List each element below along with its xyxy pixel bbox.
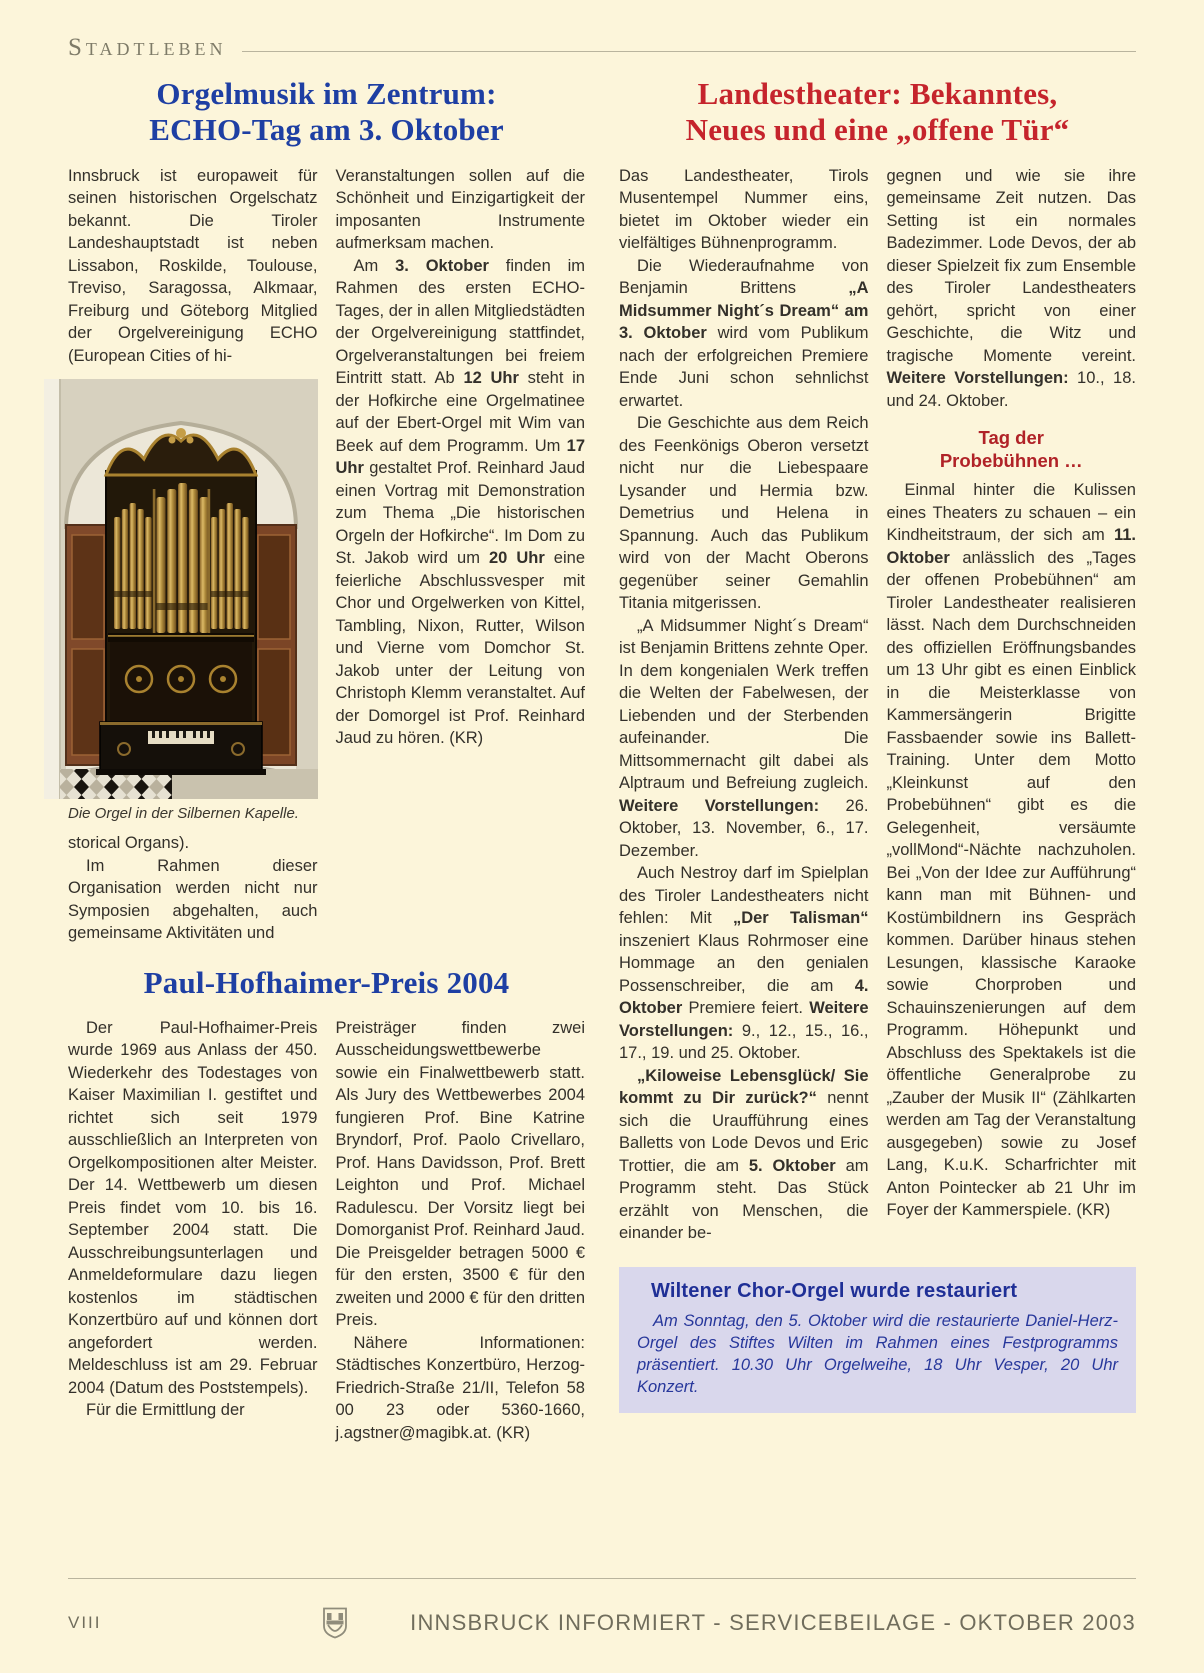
article-hofhaimer-columns: [68, 1017, 585, 1445]
headline-line-1: Orgelmusik im Zentrum:: [156, 76, 497, 111]
article-orgelmusik-headline: [68, 76, 585, 149]
column-1: [68, 1017, 318, 1445]
column-1: [619, 165, 869, 1245]
article-hofhaimer-headline: [68, 965, 585, 1001]
right-half: [619, 74, 1136, 1413]
column-1: [68, 165, 318, 945]
section-rule: [242, 51, 1136, 52]
photo-caption: Die Orgel in der Silbernen Kapelle.: [68, 805, 299, 823]
body-paragraph: Am 3. Oktober finden im Rahmen des ersten ECHO-Tages, der in allen Mitgliedstädten der Orgelvereinigung stattfindet, Orgelveranstaltungen bei freiem Eintritt statt. Ab 12 Uhr steht in der Hofkirche eine Orgelmatinee auf der Ebert-Orgel mit Wim van Beek auf dem Programm. Um 17 Uhr gestaltet Prof. Reinhard Jaud einen Vortrag mit Demonstration zum Thema „Die historischen Orgeln der Hofkirche“. Im Dom zu St. Jakob wird um 20 Uhr eine feierliche Abschlussvesper mit Chor und Orgelwerken von Kittel, Tambling, Nixon, Rutter, Wilson und Vierne vom Domchor St. Jakob unter der Leitung von Christoph Klemm veranstaltet. Auf der Domorgel ist Prof. Reinhard Jaud zu hören. (KR): [335, 256, 586, 748]
page-footer: [68, 1578, 1136, 1673]
section-kicker: Stadtleben: [68, 34, 227, 61]
footer-row: [68, 1579, 1136, 1673]
body-paragraph: Die Wiederaufnahme von Benjamin Brittens „A Midsummer Night´s Dream“ am 3. Oktober wird vom Publikum nach der erfolgreichen Premiere Ende Juni schon sehnlichst erwartet.: [619, 256, 869, 410]
column-2: [336, 165, 586, 945]
body-paragraph: Innsbruck ist europaweit für seinen historischen Orgelschatz bekannt. Die Tiroler Landeshauptstadt ist neben Lissabon, Roskilde, Toulouse, Treviso, Saragossa, Alkmaar, Freiburg und Göteborg Mitglied der Orgelvereinigung ECHO (European Cities of hi-: [68, 166, 318, 365]
column-2: [887, 165, 1137, 1245]
article-landestheater-headline: [619, 76, 1136, 149]
organ-photo-image: [44, 379, 318, 799]
body-paragraph: Einmal hinter die Kulissen eines Theaters zu schauen – ein Kindheitstraum, der sich am 11. Oktober anlässlich des „Tages der offenen Probebühnen“ am Tiroler Landestheater realisieren lässt. Nach dem Durchschneiden des offiziellen Eröffnungsbandes um 13 Uhr gibt es einen Einblick in die Meisterklasse von Kammersängerin Brigitte Fassbaender sowie ins Ballett-Training. Unter dem Motto „Kleinkunst auf den Probebühnen“ gibt es die Gelegenheit, versäumte „vollMond“-Nächte nachzuholen. Bei „Von der Idee zur Aufführung“ kann man mit Bühnen- und Kostümbildnern ins Gespräch kommen. Darüber hinaus stehen Lesungen, klassische Karaoke sowie Chorproben und Schauinszenierungen auf dem Programm. Höhepunkt und Abschluss des Spektakels ist die öffentliche Generalprobe zu „Zauber der Musik II“ (Zählkarten werden am Tag der Veranstaltung ausgegeben) sowie zu Josef Lang, K.u.K. Scharfrichter mit Anton Pointecker ab 21 Uhr im Foyer der Kammerspiele. (KR): [886, 481, 1136, 1220]
innsbruck-city-emblem-icon: [322, 1607, 348, 1639]
body-paragraph: Auch Nestroy darf im Spielplan des Tiroler Landestheaters nicht fehlen: Mit „Der Talisman“ inszeniert Klaus Rohrmoser eine Hommage an den genialen Possenschreiber, die am 4. Oktober Premiere feiert. Weitere Vorstellungen: 9., 12., 15., 16., 17., 19. und 25. Oktober.: [619, 864, 869, 1063]
subhead-line-2: Probebühnen …: [939, 450, 1083, 472]
infobox-title: Wiltener Chor-Orgel wurde restauriert: [651, 1279, 1018, 1302]
body-paragraph: gegnen und wie sie ihre gemeinsame Zeit nutzen. Das Setting ist ein normales Badezimmer. Lode Devos, der ab dieser Spielzeit fix zum Ensemble des Tiroler Landestheaters gehört, spricht von einer Geschichte, die Witz und tragische Momente vereint. Weitere Vorstellungen: 10., 18. und 24. Oktober.: [886, 166, 1136, 410]
headline-line-1: Landestheater: Bekanntes,: [697, 76, 1058, 111]
headline-line-2: ECHO-Tag am 3. Oktober: [149, 112, 504, 148]
body-paragraph: storical Organs).: [68, 834, 190, 853]
body-paragraph: Der Paul-Hofhaimer-Preis wurde 1969 aus Anlass der 450. Wiederkehr des Todestages von Kaiser Maximilian I. gestiftet und richtet sich seit 1979 ausschließlich an Interpreten von Orgelkompositionen alter Meister. Der 14. Wettbewerb um diesen Preis findet vom 10. bis 16. September 2004 statt. Die Ausschreibungsunterlagen und Anmeldeformulare dazu liegen kostenlos im städtischen Konzertbüro auf und können dort angefordert werden. Meldeschluss ist am 29. Februar 2004 (Datum des Poststempels).: [68, 1018, 318, 1397]
body-paragraph: Im Rahmen dieser Organisation werden nicht nur Symposien abgehalten, auch gemeinsame Aktivitäten und: [68, 856, 318, 943]
article-orgelmusik: [68, 76, 585, 945]
article-orgelmusik-columns: [68, 165, 585, 945]
section-header: [68, 34, 1136, 62]
infobox-wiltener-chor-orgel: [619, 1267, 1136, 1413]
body-paragraph: Veranstaltungen sollen auf die Schönheit und Einzigartigkeit der imposanten Instrumente aufmerksam machen.: [335, 166, 585, 253]
body-paragraph: Das Landestheater, Tirols Musentempel Nummer eins, bietet im Oktober wieder ein vielfältiges Bühnenprogramm.: [619, 166, 869, 253]
left-half: [68, 74, 585, 1444]
organ-photo: [44, 379, 318, 799]
page-number: VIII: [68, 1613, 102, 1632]
headline-line-1: Paul-Hofhaimer-Preis 2004: [143, 964, 510, 1000]
body-paragraph: Nähere Informationen: Städtisches Konzertbüro, Herzog-Friedrich-Straße 21/II, Telefon 58 00 23 oder 5360-1660, j.agstner@magibk.at. (KR): [335, 1333, 585, 1442]
body-paragraph: Für die Ermittlung der: [86, 1401, 245, 1420]
column-2: [336, 1017, 586, 1445]
body-paragraph: Preisträger finden zwei Ausscheidungswettbewerbe sowie ein Finalwettbewerb statt. Als Jury des Wettbewerbes 2004 fungieren Prof. Bine Katrine Bryndorf, Prof. Paolo Crivellaro, Prof. Hans Davidsson, Prof. Brett Leighton und Prof. Michael Radulescu. Der Vorsitz liegt bei Domorganist Prof. Reinhard Jaud. Die Preisgelder betragen 5000 € für den ersten, 3500 € für den zweiten und 2000 € für den dritten Preis.: [335, 1018, 586, 1330]
issue-title: INNSBRUCK INFORMIERT - SERVICEBEILAGE - OKTOBER 2003: [410, 1610, 1136, 1635]
subhead-line-1: Tag der: [978, 427, 1044, 449]
body-paragraph: „Kiloweise Lebensglück/ Sie kommt zu Dir zurück?“ nennt sich die Uraufführung eines Balletts von Lode Devos und Eric Trottier, die am 5. Oktober am Programm steht. Das Stück erzählt von Menschen, die einander be-: [619, 1066, 869, 1243]
article-hofhaimer: [68, 965, 585, 1445]
headline-line-2: Neues und eine „offene Tür“: [685, 112, 1070, 148]
body-paragraph: Die Geschichte aus dem Reich des Feenkönigs Oberon versetzt nicht nur die Liebespaare Lysander und Hermia bzw. Demetrius und Helena in Spannung. Auch das Publikum wird von der Macht Oberons gegenüber seiner Gemahlin Titania mitgerissen.: [619, 414, 869, 613]
article-landestheater-columns: [619, 165, 1136, 1245]
subheading-tag-der-probebuehnen: [887, 426, 1137, 472]
page-content: [68, 74, 1136, 1578]
article-landestheater: [619, 76, 1136, 1245]
body-paragraph: „A Midsummer Night´s Dream“ ist Benjamin Brittens zehnte Oper. In dem kongenialen Werk treffen die Welten der Fabelwesen, der Liebenden und der Sterbenden aufeinander. Die Mittsommernacht gilt dabei als Alptraum und Befreiung zugleich. Weitere Vorstellungen: 26. Oktober, 13. November, 6., 17. Dezember.: [619, 616, 869, 860]
infobox-body: Am Sonntag, den 5. Oktober wird die restaurierte Daniel-Herz-Orgel des Stiftes Wilten im Rahmen eines Festprogramms präsentiert. 10.30 Uhr Orgelweihe, 18 Uhr Vesper, 20 Uhr Konzert.: [637, 1311, 1118, 1396]
